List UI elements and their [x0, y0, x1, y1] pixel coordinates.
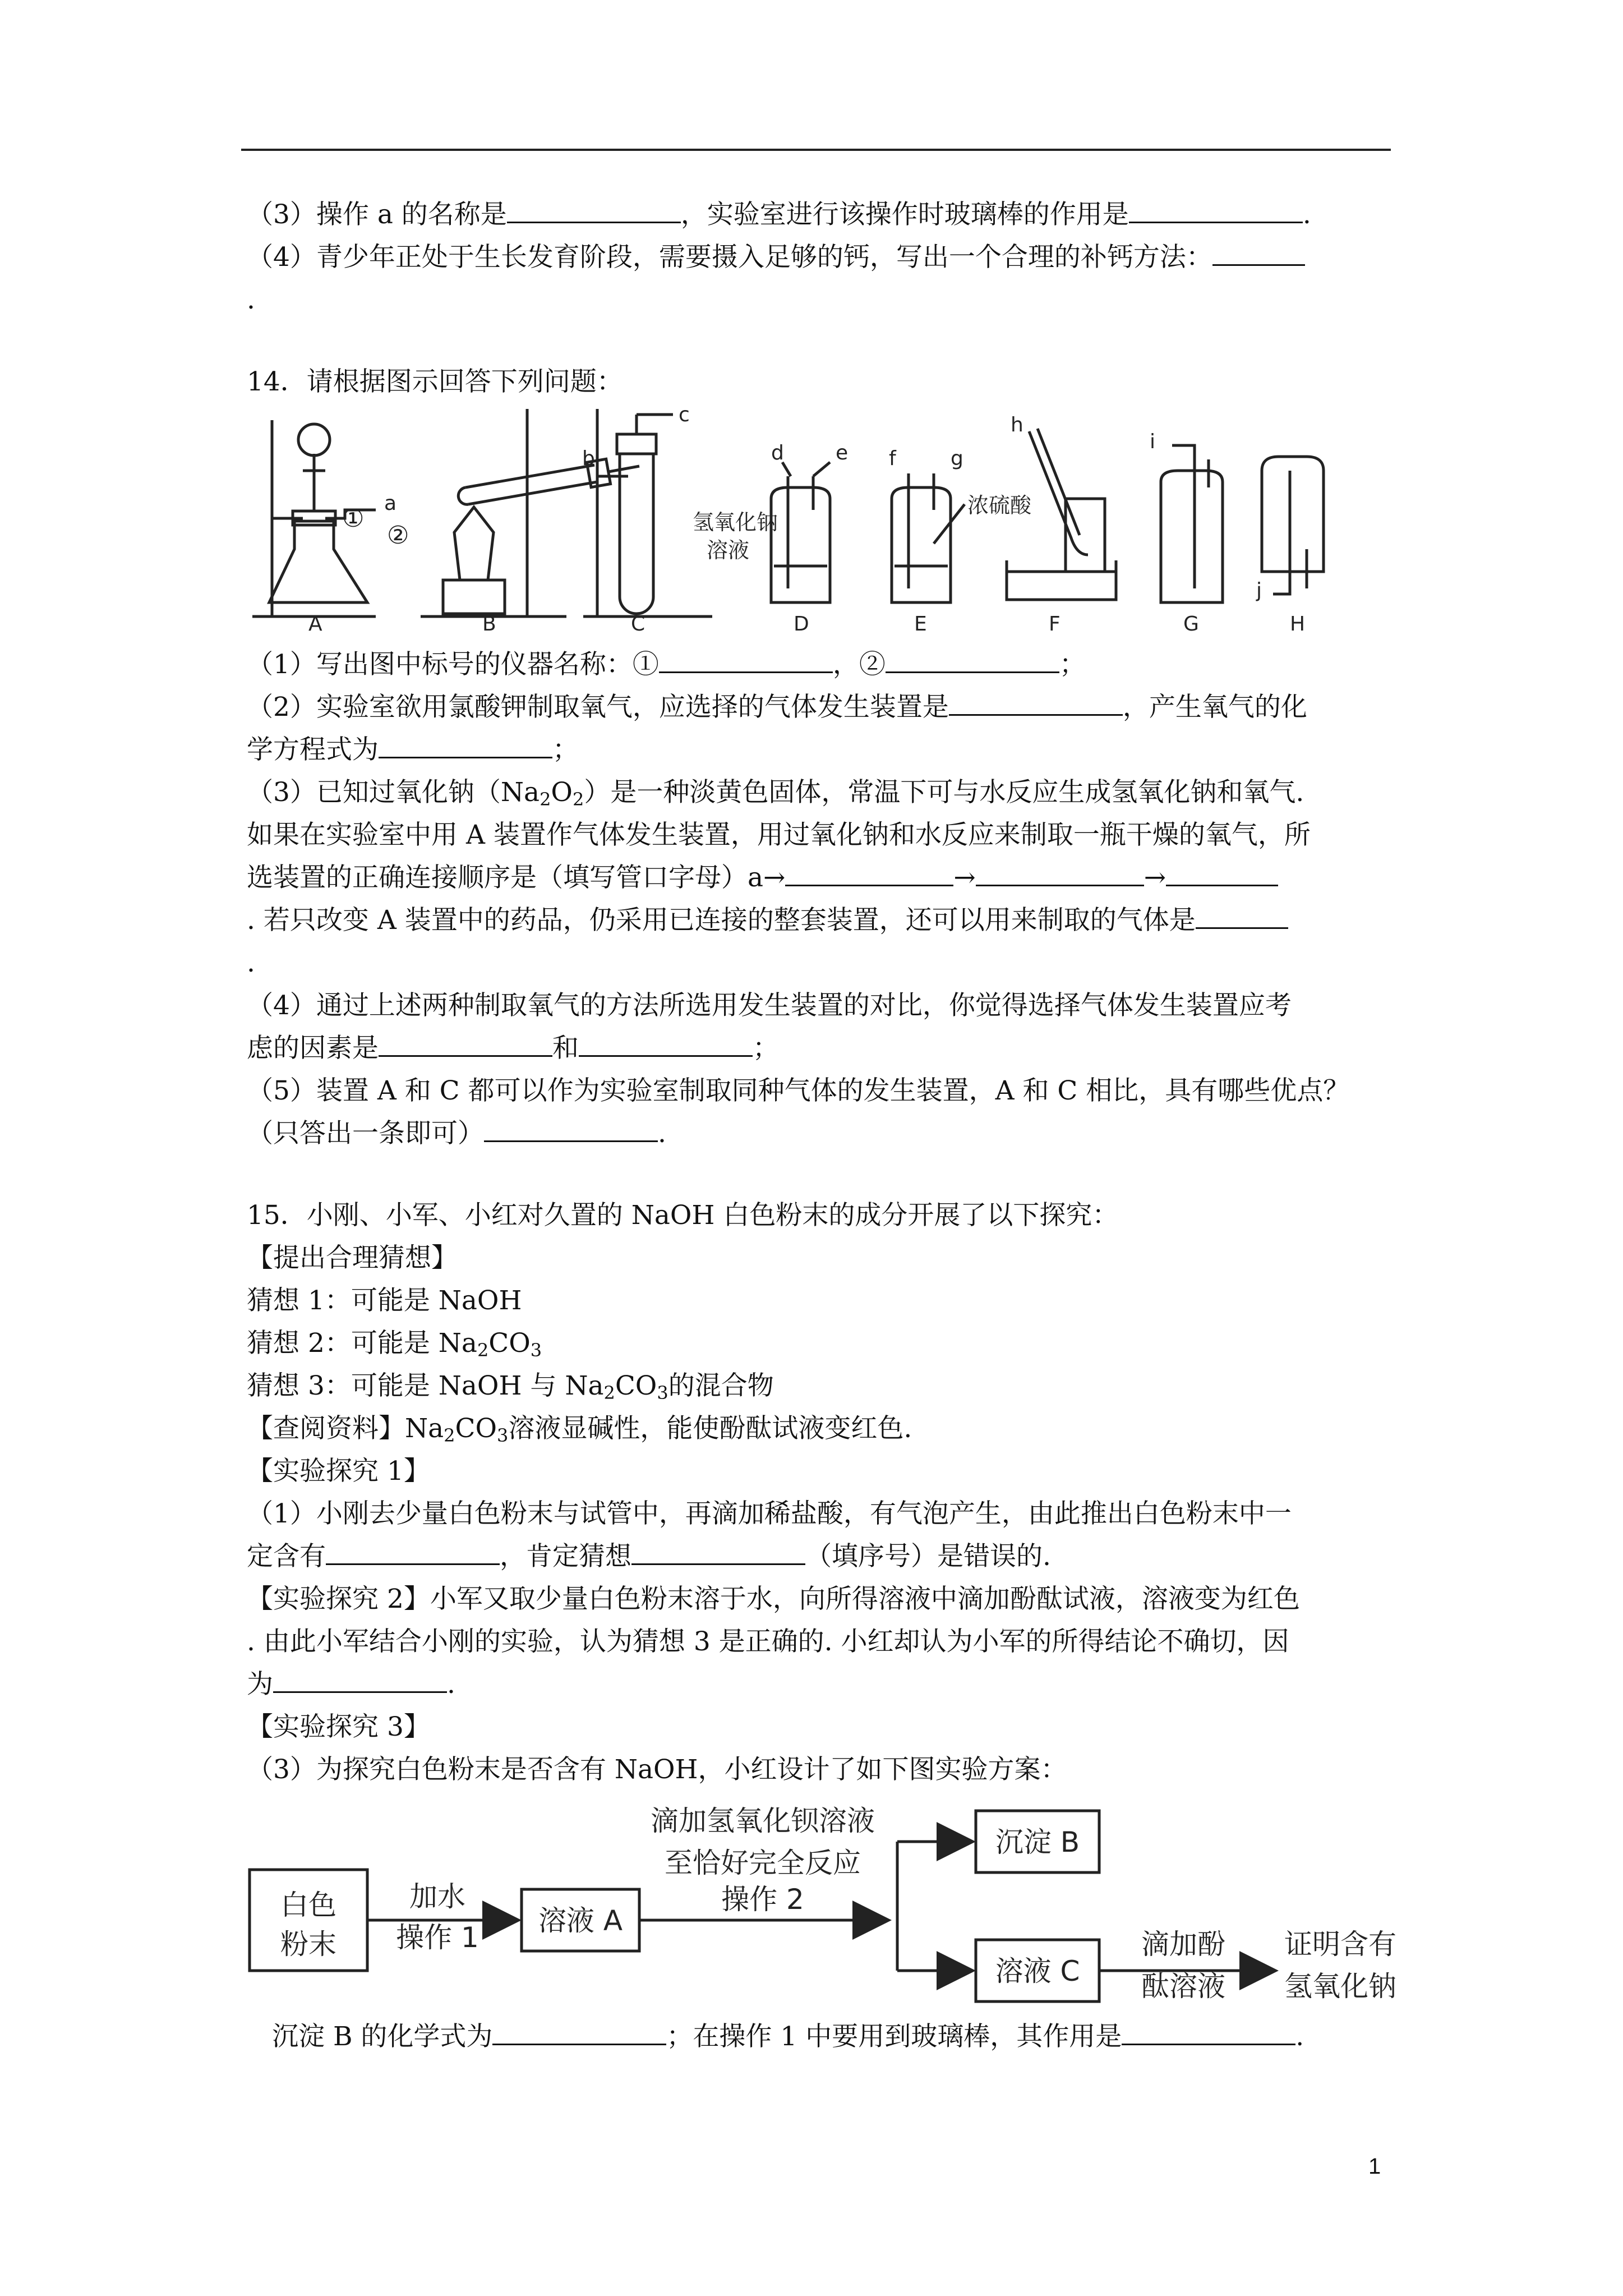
label-i: i [1150, 430, 1156, 453]
flow-text: 酞溶液 [1141, 1970, 1225, 2003]
text: ； [552, 734, 579, 765]
flow-text: 滴加氢氧化钡溶液 [651, 1805, 875, 1837]
subscript: 2 [477, 1340, 489, 1361]
flowchart [247, 1802, 1396, 2004]
q15-exp3-a: （3）为探究白色粉末是否含有 NaOH，小红设计了如下图实验方案： [247, 1754, 1067, 1785]
text: . [1302, 199, 1311, 230]
text: 的混合物 [668, 1370, 774, 1401]
text: （2）实验室欲用氯酸钾制取氧气，应选择的气体发生装置是 [247, 692, 949, 723]
text: ； [753, 1033, 779, 1064]
q14-p3-end: . [247, 947, 255, 978]
q13-line3 [247, 194, 1391, 236]
q14-p3-order [247, 857, 1391, 899]
q15-guess1: 猜想 1：可能是 NaOH [247, 1285, 522, 1316]
apparatus-E [892, 473, 965, 602]
text: CO [455, 1413, 497, 1444]
label-H: H [1290, 613, 1306, 633]
answer-blank[interactable] [379, 729, 552, 758]
q15-exp2-b: . 由此小军结合小刚的实验，认为猜想 3 是正确的. 小红却认为小军的所得结论不确切，因 [247, 1626, 1289, 1657]
text: 【查阅资料】Na [247, 1413, 444, 1444]
page-content [247, 194, 1396, 2058]
label-C: C [631, 613, 645, 633]
q14-p3-cont: 如果在实验室中用 A 装置作气体发生装置，用过氧化钠和水反应来制取一瓶干燥的氧气，所 [247, 820, 1311, 850]
subscript: 3 [657, 1382, 668, 1404]
answer-blank[interactable] [379, 1027, 552, 1057]
text: 溶液显碱性，能使酚酞试液变红色. [508, 1413, 912, 1444]
apparatus-G [1161, 445, 1223, 602]
text: 猜想 3：可能是 NaOH 与 Na [247, 1370, 604, 1401]
label-A: A [308, 613, 322, 633]
q14-title: 14．请根据图示回答下列问题： [247, 366, 623, 397]
text: ； [1059, 649, 1086, 680]
label-D: D [794, 613, 809, 633]
label-a: a [384, 492, 397, 515]
text: （只答出一条即可） [247, 1118, 484, 1149]
text: （1）写出图中标号的仪器名称：① [247, 649, 659, 680]
text: ，肯定猜想 [500, 1541, 631, 1572]
q15-guess2 [247, 1322, 1391, 1365]
answer-blank[interactable] [484, 1112, 658, 1142]
q14-p4-cont [247, 1027, 1391, 1070]
text: 沉淀 B 的化学式为 [272, 2021, 493, 2052]
answer-blank[interactable] [1196, 899, 1288, 929]
text: 为 [247, 1669, 273, 1700]
text: ，产生氧气的化 [1122, 692, 1307, 723]
q14-p1 [247, 643, 1391, 686]
text: （3）已知过氧化钠（Na [247, 777, 540, 808]
text: . [447, 1669, 455, 1700]
q15-last [247, 2016, 1391, 2058]
flow-text: 加水 [409, 1880, 465, 1913]
answer-blank[interactable] [1129, 194, 1303, 223]
answer-blank[interactable] [976, 857, 1144, 886]
label-c: c [679, 409, 690, 426]
q15-exp2-a: 【实验探究 2】小军又取少量白色粉末溶于水，向所得溶液中滴加酚酞试液，溶液变为红色 [247, 1584, 1300, 1614]
answer-blank[interactable] [1122, 2016, 1295, 2045]
text: → [953, 862, 976, 893]
answer-blank[interactable] [631, 1535, 805, 1565]
apparatus-svg [247, 409, 1396, 633]
q15-guess3 [247, 1365, 1391, 1407]
q14-p5: （5）装置 A 和 C 都可以作为实验室制取同种气体的发生装置，A 和 C 相比，具有哪些优点？ [247, 1075, 1350, 1106]
flow-text: 沉淀 B [995, 1826, 1080, 1858]
text: O [551, 777, 573, 808]
answer-blank[interactable] [492, 2016, 666, 2045]
answer-blank[interactable] [949, 686, 1123, 716]
q13-line4 [247, 236, 1391, 279]
flow-text: 粉末 [280, 1928, 336, 1961]
apparatus-H [1262, 457, 1324, 594]
text: 虑的因素是 [247, 1033, 379, 1064]
q15-heading-guess: 【提出合理猜想】 [247, 1243, 458, 1273]
flow-text: 至恰好完全反应 [665, 1847, 861, 1879]
q15-exp1-a: （1）小刚去少量白色粉末与试管中，再滴加稀盐酸，有气泡产生，由此推出白色粉末中一 [247, 1498, 1292, 1529]
answer-blank[interactable] [273, 1663, 447, 1693]
subscript: 2 [572, 789, 584, 810]
text: 学方程式为 [247, 734, 379, 765]
subscript: 2 [444, 1425, 455, 1446]
q14-p2 [247, 686, 1391, 729]
q15-exp2-c [247, 1663, 1391, 1706]
label-h2so4: 浓硫酸 [967, 493, 1032, 518]
header-rule [241, 149, 1391, 151]
text: → [1144, 862, 1166, 893]
text: . [247, 284, 255, 315]
q14-p3 [247, 771, 1391, 814]
flow-text: 滴加酚 [1141, 1928, 1225, 1961]
answer-blank[interactable] [579, 1027, 753, 1057]
answer-blank[interactable] [507, 194, 681, 223]
flow-text: 白色 [280, 1889, 336, 1921]
text: . [1295, 2021, 1304, 2052]
text: 猜想 2：可能是 Na [247, 1328, 477, 1359]
q14-p5-cont [247, 1112, 1391, 1155]
q15-exp1-b [247, 1535, 1391, 1578]
subscript: 2 [540, 789, 551, 810]
text: CO [615, 1370, 657, 1401]
label-e: e [836, 441, 849, 464]
q14-p4: （4）通过上述两种制取氧气的方法所选用发生装置的对比，你觉得选择气体发生装置应考 [247, 990, 1292, 1021]
text: ，实验室进行该操作时玻璃棒的作用是 [680, 199, 1129, 230]
q14-p2-cont [247, 729, 1391, 771]
flowchart-svg [247, 1802, 1396, 2004]
text: 和 [552, 1033, 579, 1064]
flow-text: 操作 2 [721, 1883, 804, 1916]
subscript: 2 [603, 1382, 615, 1404]
answer-blank[interactable] [1212, 236, 1305, 266]
label-n1: ① [342, 504, 365, 533]
q15-exp1-heading: 【实验探究 1】 [247, 1456, 430, 1487]
answer-blank[interactable] [659, 643, 833, 673]
answer-blank[interactable] [886, 643, 1059, 673]
text: ）是一种淡黄色固体，常温下可与水反应生成氢氧化钠和氧气. [584, 777, 1304, 808]
subscript: 3 [530, 1340, 542, 1361]
flow-text: 操作 1 [396, 1921, 479, 1954]
label-j: j [1256, 579, 1262, 602]
label-naoh-solution: 溶液 [707, 538, 750, 563]
text: ，② [832, 649, 886, 680]
label-naoh: 氢氧化钠 [693, 510, 778, 535]
q15-title: 15．小刚、小军、小红对久置的 NaOH 白色粉末的成分开展了以下探究： [247, 1200, 1119, 1231]
text: . [658, 1118, 666, 1149]
label-E: E [914, 613, 927, 633]
flow-text: 溶液 C [995, 1955, 1080, 1987]
label-d: d [771, 441, 784, 464]
label-f: f [889, 447, 896, 470]
flow-text: 氢氧化钠 [1284, 1970, 1396, 2003]
q14-p3-gas [247, 899, 1391, 942]
apparatus-D [771, 462, 830, 602]
q15-reference [247, 1407, 1391, 1450]
label-F: F [1049, 613, 1061, 633]
label-h: h [1011, 413, 1023, 436]
text: 选装置的正确连接顺序是（填写管口字母）a→ [247, 862, 786, 893]
text: . 若只改变 A 装置中的药品，仍采用已连接的整套装置，还可以用来制取的气体是 [247, 905, 1196, 936]
apparatus-figure [247, 409, 1391, 633]
apparatus-B [421, 409, 639, 616]
label-b: b [582, 447, 595, 470]
subscript: 3 [497, 1425, 509, 1446]
text: 定含有 [247, 1541, 326, 1572]
text: ；在操作 1 中要用到玻璃棒，其作用是 [666, 2021, 1122, 2052]
q15-exp3-heading: 【实验探究 3】 [247, 1711, 430, 1742]
flow-text: 证明含有 [1284, 1928, 1396, 1961]
text: （填序号）是错误的. [805, 1541, 1051, 1572]
label-n2: ② [387, 521, 409, 550]
label-g: g [951, 447, 963, 470]
text: CO [488, 1328, 531, 1359]
label-G: G [1183, 613, 1199, 633]
q13-line4-end [247, 279, 1391, 321]
flow-text: 溶液 A [538, 1904, 623, 1937]
text: （4）青少年正处于生长发育阶段，需要摄入足够的钙，写出一个合理的补钙方法： [247, 242, 1212, 273]
answer-blank[interactable] [1166, 857, 1278, 886]
label-B: B [482, 613, 496, 633]
page-number: 1 [1368, 2154, 1381, 2179]
answer-blank[interactable] [326, 1535, 500, 1565]
text: （3）操作 a 的名称是 [247, 199, 507, 230]
answer-blank[interactable] [785, 857, 953, 886]
